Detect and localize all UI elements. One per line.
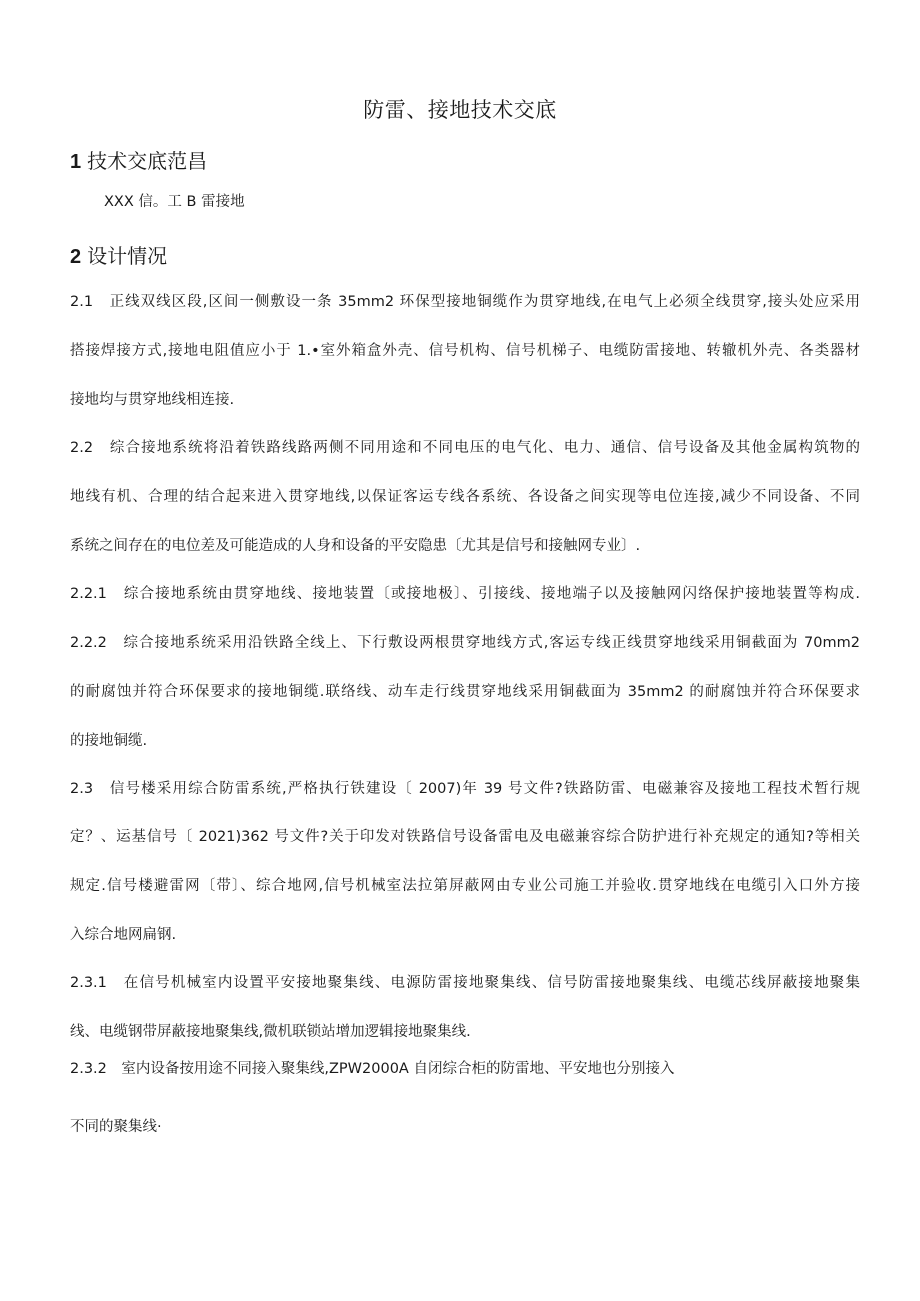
paragraph-line: 不同的聚集线·	[70, 1119, 162, 1135]
paragraph-line: 系统之间存在的电位差及可能造成的人身和设备的平安隐患〔尤其是信号和接触网专业〕.	[70, 538, 641, 554]
document-title: 防雷、接地技术交底	[363, 98, 557, 122]
paragraph-line: 2.3.2 室内设备按用途不同接入聚集线,ZPW2000A 自闭综合柜的防雷地、平安地也分别接入	[70, 1061, 675, 1077]
paragraph-line: 线、电缆钢带屏蔽接地聚集线,微机联锁站增加逻辑接地聚集线.	[70, 1024, 471, 1040]
paragraph-line: 接地均与贯穿地线相连接.	[70, 392, 235, 408]
paragraph-line: 2.2.2 综合接地系统采用沿铁路全线上、下行敷设两根贯穿地线方式,客运专线正线贯穿地线采用铜截面为 70mm2	[70, 635, 860, 651]
section-title-2: 设计情况	[87, 244, 168, 268]
paragraph-line: 2.2.1 综合接地系统由贯穿地线、接地装置〔或接地极〕、引接线、接地端子以及接触网闪络保护接地装置等构成.	[70, 586, 860, 602]
paragraph-line: 2.3.1 在信号机械室内设置平安接地聚集线、电源防雷接地聚集线、信号防雷接地聚集线、电缆芯线屏蔽接地聚集	[70, 975, 860, 991]
paragraph-line: 地线有机、合理的结合起来进入贯穿地线,以保证客运专线各系统、各设备之间实现等电位连接,减少不同设备、不同	[70, 489, 860, 505]
paragraph-line: 规定.信号楼避雷网〔带〕、综合地网,信号机械室法拉第屏蔽网由专业公司施工并验收.贯穿地线在电缆引入口外方接	[70, 878, 860, 894]
paragraph-line: 2.2 综合接地系统将沿着铁路线路两侧不同用途和不同电压的电气化、电力、通信、信号设备及其他金属构筑物的	[70, 440, 860, 456]
section-title-1: 技术交底范昌	[87, 149, 208, 173]
paragraph-line: 搭接焊接方式,接地电阻值应小于 1.•室外箱盒外壳、信号机构、信号机梯子、电缆防雷接地、转辙机外壳、各类器材	[70, 343, 860, 359]
paragraph-line: 定？、运基信号〔 2021)362 号文件?关于印发对铁路信号设备雷电及电磁兼容综合防护进行补充规定的通知?等相关	[70, 829, 860, 845]
paragraph-line: 的耐腐蚀并符合环保要求的接地铜缆.联络线、动车走行线贯穿地线采用铜截面为 35mm2 的耐腐蚀并符合环保要求	[70, 684, 860, 700]
paragraph-line: 2.1 正线双线区段,区间一侧敷设一条 35mm2 环保型接地铜缆作为贯穿地线,在电气上必须全线贯穿,接头处应采用	[70, 294, 860, 310]
section-heading-2	[70, 240, 167, 269]
scope-text: XXX 信。工 B 雷接地	[104, 194, 245, 210]
section-number-1: 1	[70, 151, 82, 173]
paragraph-line: 入综合地网扁钢.	[70, 927, 177, 943]
section-heading-1	[70, 145, 207, 174]
section-number-2: 2	[70, 246, 82, 268]
paragraph-line: 2.3 信号楼采用综合防雷系统,严格执行铁建设〔 2007)年 39 号文件?铁路防雷、电磁兼容及接地工程技术暂行规	[70, 781, 860, 797]
paragraph-line: 的接地铜缆.	[70, 733, 148, 749]
